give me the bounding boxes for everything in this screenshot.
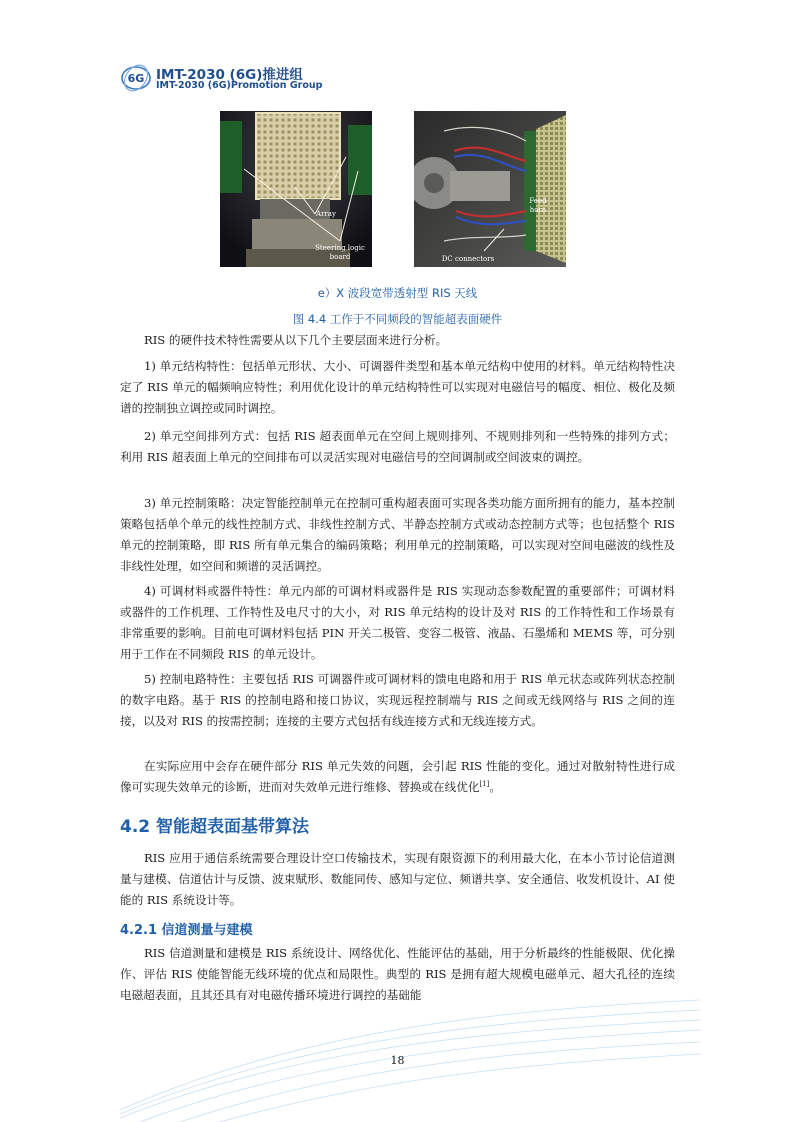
figure-caption: 图 4.4 工作于不同频段的智能超表面硬件	[292, 312, 503, 326]
page-number: 18	[390, 1054, 405, 1067]
label-feed: Feed	[529, 197, 547, 205]
intro-paragraph: RIS 的硬件技术特性需要从以下几个主要层面来进行分析。	[144, 333, 448, 347]
label-steering-logic: Steering logic	[315, 244, 365, 252]
label-board: board	[329, 253, 351, 261]
brand-title: IMT-2030 (6G)推进组	[156, 67, 303, 83]
paragraph-spatial-arrangement: 2) 单元空间排列方式：包括 RIS 超表面单元在空间上规则排列、不规则排列和一些特殊的排列方式；利用 RIS 超表面上单元的空间排布可以灵活实现对电磁信号的空间调制或空间波束的调控。	[120, 429, 675, 464]
logo-text: 6G	[127, 72, 145, 85]
reference-1[interactable]: [1]	[479, 780, 490, 789]
paragraph-control-strategy: 3) 单元控制策略：决定智能控制单元在控制可重构超表面可实现各类功能方面所拥有的能力，基本控制策略包括单个单元的线性控制方式、非线性控制方式、半静态控制方式或动态控制方式等；也包括整个 RIS 单元的控制策略，即 RIS 所有单元集合的编码策略；利用单元的控制策略，可以实现对空间电磁波的线性及非线性处理，如空间和频谱的灵活调控。	[120, 496, 675, 573]
subsection-paragraph: RIS 信道测量和建模是 RIS 系统设计、网络优化、性能评估的基础，用于分析最终的性能极限、优化操作、评估 RIS 使能智能无线环境的优点和局限性。典型的 RIS 是拥有超大规模电磁单元、超大孔径的连续电磁超表面，且其还具有对电磁传播环境进行调控的基础能	[120, 946, 675, 1002]
subsection-heading-4-2-1: 4.2.1 信道测量与建模	[120, 923, 253, 938]
label-dc-connectors: DC connectors	[441, 255, 495, 263]
paragraph-control-circuit: 5) 控制电路特性：主要包括 RIS 可调器件或可调材料的馈电电路和用于 RIS 单元状态或阵列状态控制的数字电路。基于 RIS 的控制电路和接口协议，实现远程控制端与 RIS 之间或无线网络与 RIS 之间的连接，以及对 RIS 的按需控制；连接的主要方式包括有线连接方式和无线连接方式。	[120, 672, 675, 728]
subfigure-caption: e）X 波段宽带透射型 RIS 天线	[317, 286, 478, 300]
label-array: Array	[316, 210, 336, 218]
photo-feed-horn	[414, 111, 566, 267]
section-heading-4-2: 4.2 智能超表面基带算法	[120, 817, 310, 837]
failure-diagnosis-end: 。	[489, 780, 501, 794]
failure-diagnosis-text: 在实际应用中会存在硬件部分 RIS 单元失效的问题，会引起 RIS 性能的变化。通过对散射特性进行成像可实现失效单元的诊断，进而对失效单元进行维修、替换或在线优化	[120, 759, 675, 794]
paragraph-tunable-materials: 4) 可调材料或器件特性：单元内部的可调材料或器件是 RIS 实现动态参数配置的重要部件；可调材料或器件的工作机理、工作特性及电尺寸的大小，对 RIS 单元结构的设计及对 RIS 的工作特性和工作场景有非常重要的影响。目前电可调材料包括 PIN 开关二极管、变容二极管、液晶、石墨烯和 MEMS 等，可分别用于工作在不同频段 RIS 的单元设计。	[120, 584, 675, 661]
brand-subtitle: IMT-2030 (6G)Promotion Group	[156, 80, 323, 91]
section-intro-paragraph: RIS 应用于通信系统需要合理设计空口传输技术，实现有限资源下的利用最大化，在本小节讨论信道测量与建模、信道估计与反馈、波束赋形、数能同传、感知与定位、频谱共享、安全通信、收发机设计、AI 使能的 RIS 系统设计等。	[120, 851, 675, 907]
paragraph-failure-diagnosis	[120, 756, 675, 798]
photo-ris-array	[220, 111, 372, 267]
imt-2030-logo-icon	[120, 62, 152, 94]
label-horn: horn	[529, 206, 547, 214]
page-header	[120, 62, 680, 94]
paragraph-unit-structure: 1) 单元结构特性：包括单元形状、大小、可调器件类型和基本单元结构中使用的材料。单元结构特性决定了 RIS 单元的幅频响应特性；利用优化设计的单元结构特性可以实现对电磁信号的幅度、相位、极化及频谱的控制独立调控或同时调控。	[120, 359, 675, 415]
